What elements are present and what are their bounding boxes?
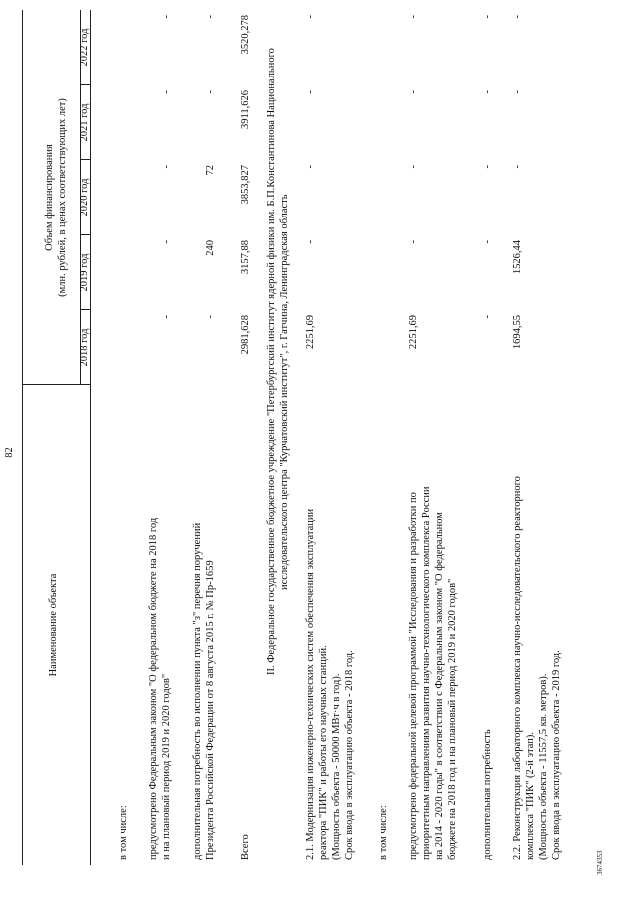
document-code: 3674353 bbox=[596, 850, 604, 875]
row-fcp-label: на 2014 - 2020 годы" в соответствии с Федеральным законом "О федеральном bbox=[434, 512, 445, 860]
cell-value: 2981,628 bbox=[240, 315, 251, 355]
section-heading: исследовательского центра "Курчатовский институт", г. Гатчина, Ленинградская область bbox=[279, 194, 290, 590]
row-2-2-label: 2.2. Реконструкция лабораторного комплекса научно-исследовательского реакторного bbox=[512, 476, 523, 860]
cell-value: - bbox=[305, 240, 316, 244]
cell-value: - bbox=[408, 240, 419, 244]
cell-value: 3157,88 bbox=[240, 240, 251, 275]
cell-value: 3853,827 bbox=[240, 165, 251, 205]
row-fcp-label: бюджете на 2018 год и на плановый период 2019 и 2020 годов" bbox=[447, 578, 458, 860]
row-fcp-label: предусмотрено федеральной целевой программой "Исследования и разработки по bbox=[408, 492, 419, 860]
cell-value: - bbox=[161, 165, 172, 169]
cell-value: - bbox=[512, 165, 523, 169]
cell-value: - bbox=[512, 15, 523, 19]
cell-value: - bbox=[482, 315, 493, 319]
header-year: 2022 год bbox=[79, 28, 90, 67]
cell-value: 72 bbox=[205, 165, 216, 176]
cell-value: - bbox=[408, 165, 419, 169]
cell-value: - bbox=[408, 15, 419, 19]
row-additional-need-label: Президента Российской Федерации от 8 августа 2015 г. № Пр-1659 bbox=[205, 560, 216, 860]
table-top-rule bbox=[22, 10, 23, 865]
cell-value: - bbox=[305, 90, 316, 94]
row-fcp-label: приоритетным направлениям развития научно-технологического комплекса России bbox=[421, 486, 432, 860]
row-2-2-label: комплекса "ПИК" (2-й этап). bbox=[525, 731, 536, 860]
row-2-2-label: (Мощность объекта - 11557,5 кв. метров). bbox=[538, 673, 549, 860]
row-total-label: Всего bbox=[240, 834, 251, 860]
cell-value: 240 bbox=[205, 240, 216, 256]
cell-value: - bbox=[205, 315, 216, 319]
cell-value: - bbox=[205, 15, 216, 19]
cell-value: 1694,55 bbox=[512, 315, 523, 350]
cell-value: - bbox=[408, 90, 419, 94]
cell-value: - bbox=[305, 165, 316, 169]
header-year: 2020 год bbox=[79, 178, 90, 217]
cell-value: - bbox=[161, 240, 172, 244]
cell-value: - bbox=[305, 15, 316, 19]
row-2-1-label: (Мощность объекта - 50000 МВт·ч в год). bbox=[331, 673, 342, 860]
cell-value: 2251,69 bbox=[408, 315, 419, 350]
cell-value: - bbox=[512, 90, 523, 94]
cell-value: 2251,69 bbox=[305, 315, 316, 350]
row-in-total-label: в том числе: bbox=[118, 805, 129, 860]
row-2-2-label: Срок ввода в эксплуатацию объекта - 2019 год. bbox=[551, 650, 562, 860]
row-federal-law-label: предусмотрено Федеральным законом "О федеральном бюджете на 2018 год bbox=[148, 517, 159, 860]
cell-value: - bbox=[482, 90, 493, 94]
page-number: 82 bbox=[4, 447, 15, 458]
header-year: 2019 год bbox=[79, 253, 90, 292]
header-funding: Объем финансирования bbox=[44, 144, 55, 251]
row-2-1-label: реактора "ПИК" и работы его научных станций. bbox=[318, 645, 329, 860]
section-heading: II. Федеральное государственное бюджетное учреждение "Петербургский институт ядерной физики им. Б.П.Константинова Национального bbox=[266, 48, 277, 675]
cell-value: - bbox=[161, 315, 172, 319]
cell-value: 1526,44 bbox=[512, 240, 523, 275]
header-year: 2018 год bbox=[79, 328, 90, 367]
cell-value: - bbox=[205, 90, 216, 94]
cell-value: - bbox=[482, 165, 493, 169]
cell-value: - bbox=[161, 90, 172, 94]
row-2-1-label: Срок ввода в эксплуатацию объекта - 2018 год. bbox=[344, 650, 355, 860]
row-additional-need-label: дополнительная потребность bbox=[482, 729, 493, 860]
cell-value: - bbox=[482, 15, 493, 19]
cell-value: - bbox=[482, 240, 493, 244]
header-funding-units: (млн. рублей, в ценах соответствующих лет) bbox=[57, 98, 68, 297]
row-federal-law-label: и на плановый период 2019 и 2020 годов" bbox=[161, 673, 172, 860]
header-name-col: Наименование объекта bbox=[48, 573, 59, 677]
row-additional-need-label: дополнительная потребность во исполнении пункта "з" перечня поручений bbox=[192, 522, 203, 860]
cell-value: 3911,626 bbox=[240, 90, 251, 129]
row-2-1-label: 2.1. Модернизация инженерно-технических систем обеспечения эксплуатации bbox=[305, 508, 316, 860]
cell-value: - bbox=[161, 15, 172, 19]
header-year: 2021 год bbox=[79, 103, 90, 142]
row-in-total-label: в том числе: bbox=[378, 805, 389, 860]
cell-value: 3520,278 bbox=[240, 15, 251, 55]
